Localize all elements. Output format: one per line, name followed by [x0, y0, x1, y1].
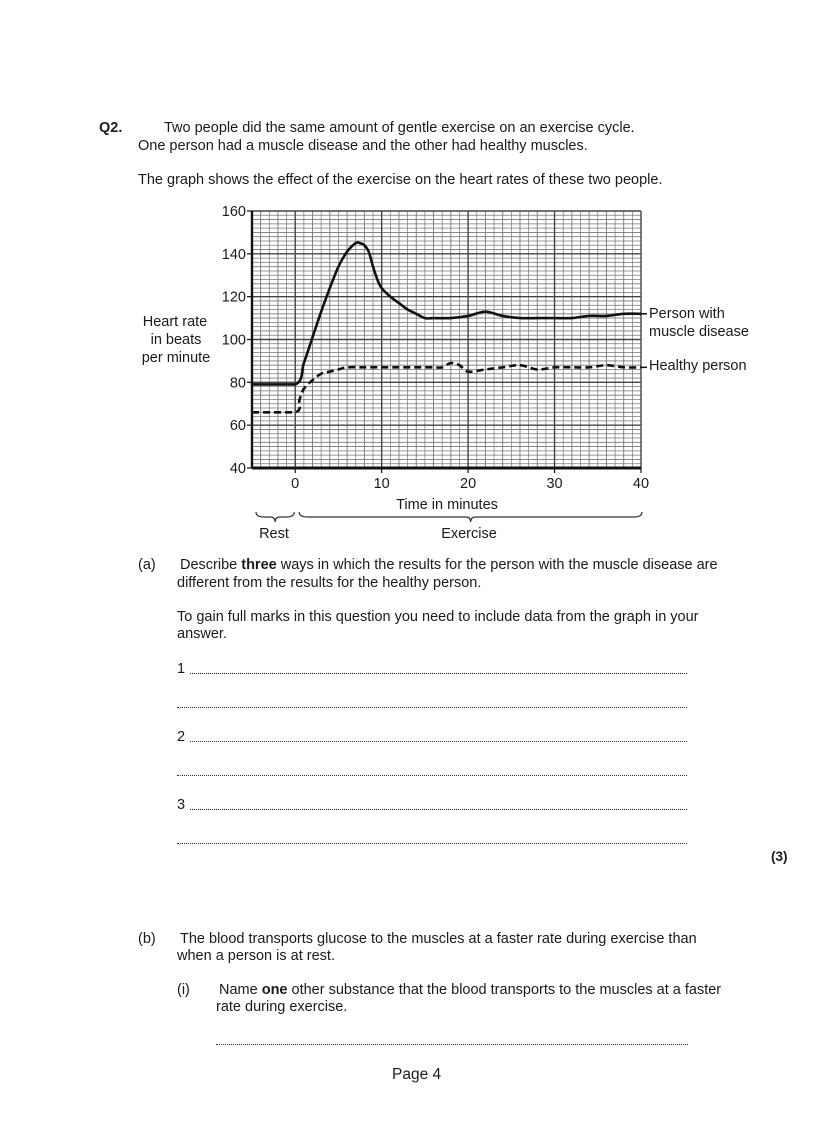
part-a-label: (a)	[138, 557, 156, 573]
part-b-i-line-1	[219, 982, 721, 998]
part-a-text-post: ways in which the results for the person with the muscle disease are	[276, 557, 718, 573]
answer-number-2: 2	[177, 729, 186, 745]
part-b-i-text-bold: one	[261, 982, 288, 998]
answer-line-2b[interactable]	[177, 775, 687, 776]
brace-rest	[256, 512, 294, 522]
answer-line-3b[interactable]	[177, 843, 687, 844]
heart-rate-chart	[0, 0, 828, 560]
y-axis-label-line-2: in beats	[150, 332, 202, 348]
part-b-i-label: (i)	[177, 982, 190, 998]
series-line-healthy-person	[252, 363, 641, 412]
phase-braces	[256, 512, 642, 522]
part-a-note-line-1: To gain full marks in this question you need to include data from the graph in your	[177, 609, 699, 625]
intro-line-2: One person had a muscle disease and the other had healthy muscles.	[138, 138, 588, 154]
part-a-question-line-1	[180, 557, 718, 573]
graph-intro: The graph shows the effect of the exercise on the heart rates of these two people.	[138, 172, 663, 188]
answer-line-b-i[interactable]	[216, 1044, 688, 1045]
intro-line-1: Two people did the same amount of gentle exercise on an exercise cycle.	[164, 120, 635, 136]
y-tick-label: 100	[221, 332, 246, 349]
y-axis-label-line-1: Heart rate	[142, 314, 208, 330]
part-b-line-2: when a person is at rest.	[177, 948, 335, 964]
brace-exercise	[299, 512, 642, 522]
part-b-i-text-post: other substance that the blood transports to the muscles at a faster	[287, 982, 722, 998]
y-tick-label: 80	[229, 375, 246, 392]
y-tick-label: 40	[229, 461, 246, 477]
y-tick-label: 160	[221, 204, 246, 220]
x-tick-label: 20	[460, 476, 477, 492]
y-tick-label: 60	[229, 418, 246, 435]
y-tick-label: 140	[221, 246, 246, 263]
page-number: Page 4	[392, 1066, 442, 1083]
answer-number-3: 3	[177, 797, 186, 813]
part-b-label: (b)	[138, 931, 156, 947]
answer-line-1b[interactable]	[177, 707, 687, 708]
x-tick-label: 30	[546, 476, 563, 492]
part-a-question-line-2: different from the results for the healthy person.	[177, 575, 482, 591]
y-axis-label-line-3: per minute	[141, 350, 211, 366]
part-b-i-line-2: rate during exercise.	[216, 999, 348, 1015]
part-b-i-text-pre: Name	[219, 982, 262, 998]
answer-line-1a[interactable]	[190, 673, 687, 674]
part-a-text-bold: three	[241, 557, 277, 573]
answer-number-1: 1	[177, 661, 186, 677]
part-a-note-line-2: answer.	[177, 626, 227, 642]
phase-label-rest: Rest	[259, 526, 289, 542]
part-a-marks: (3)	[771, 849, 788, 864]
part-b-line-1: The blood transports glucose to the muscles at a faster rate during exercise than	[180, 931, 697, 947]
x-tick-label: 40	[632, 476, 650, 492]
x-tick-label: 0	[291, 476, 300, 492]
x-axis-label: Time in minutes	[396, 497, 498, 513]
y-tick-label: 120	[221, 289, 246, 306]
legend-muscle-disease-line-1: Person with	[649, 306, 725, 322]
legend-muscle-disease-line-2: muscle disease	[649, 324, 749, 340]
part-a-text-pre: Describe	[180, 557, 242, 573]
x-tick-label: 10	[373, 476, 390, 492]
answer-line-3a[interactable]	[190, 809, 687, 810]
answer-line-2a[interactable]	[190, 741, 687, 742]
question-number: Q2.	[99, 120, 123, 136]
phase-label-exercise: Exercise	[441, 526, 497, 542]
legend-healthy-person: Healthy person	[649, 358, 747, 374]
